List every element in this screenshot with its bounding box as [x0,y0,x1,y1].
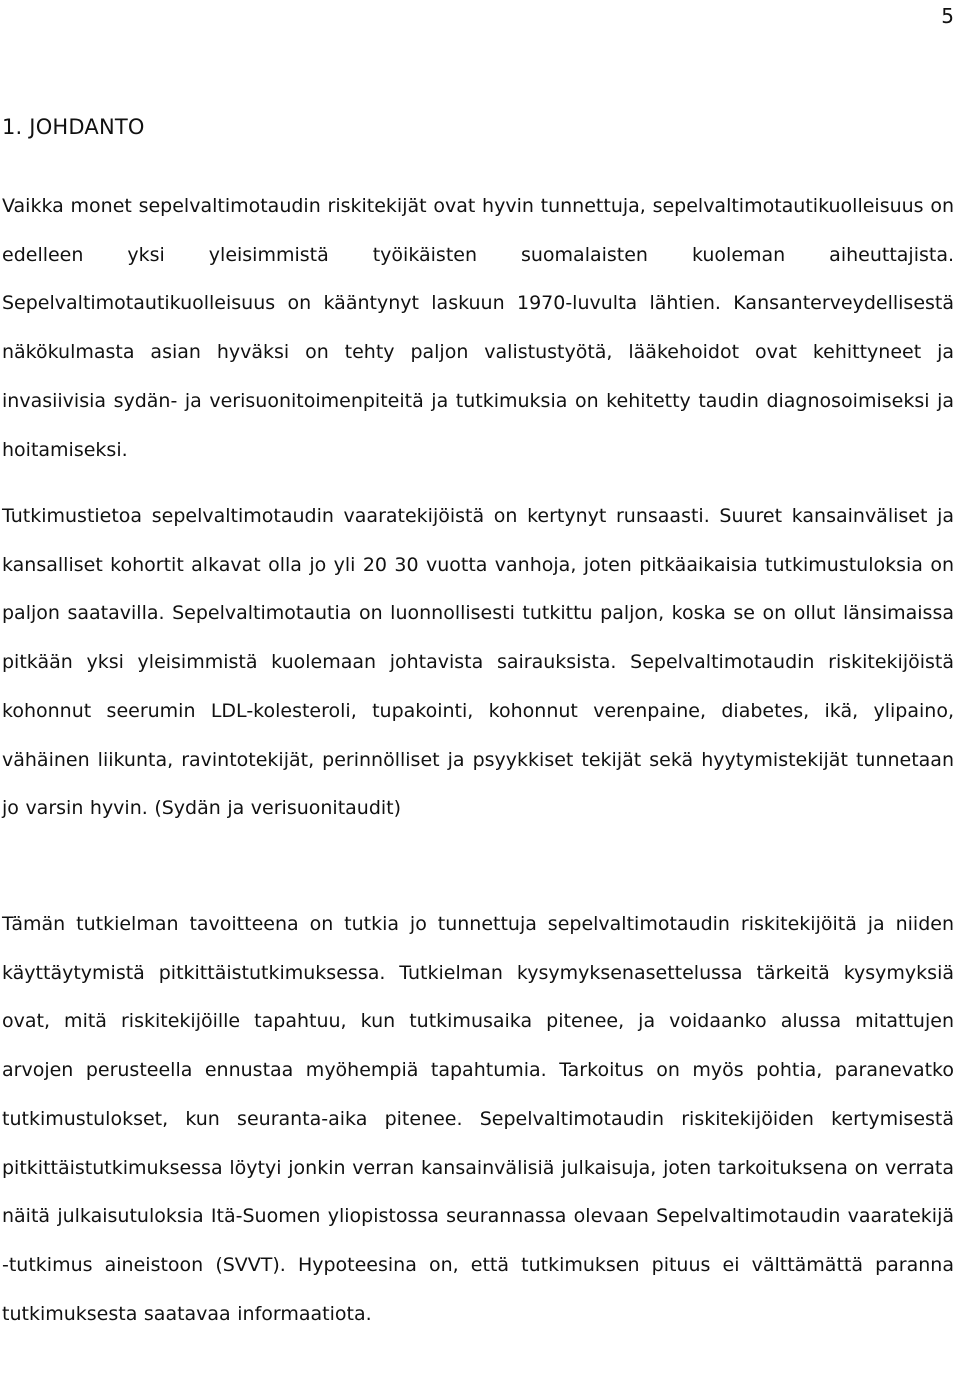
chapter-heading: 1. JOHDANTO [2,115,145,139]
paragraph-1: Vaikka monet sepelvaltimotaudin riskitekijät ovat hyvin tunnettuja, sepelvaltimotautikuolleisuus on edelleen yksi yleisimmistä työikäisten suomalaisten kuoleman aiheuttajista. Sepelvaltimotautikuolleisuus on kääntynyt laskuun 1970-luvulta lähtien. Kansanterveydellisestä näkökulmasta asian hyväksi on tehty paljon valistustyötä, lääkehoidot ovat kehittyneet ja invasiivisia sydän- ja verisuonitoimenpiteitä ja tutkimuksia on kehitetty taudin diagnosoimiseksi ja hoitamiseksi. [2,195,954,461]
paragraph-3: Tämän tutkielman tavoitteena on tutkia jo tunnettuja sepelvaltimotaudin riskitekijöitä ja niiden käyttäytymistä pitkittäistutkimuksessa. Tutkielman kysymyksenasettelussa tärkeitä kysymyksiä ovat, mitä riskitekijöille tapahtuu, kun tutkimusaika pitenee, ja voidaanko alussa mitattujen arvojen perusteella ennustaa myöhempiä tapahtumia. Tarkoitus on myös pohtia, paranevatko tutkimustulokset, kun seuranta-aika pitenee. Sepelvaltimotaudin riskitekijöiden kertymisestä pitkittäistutkimuksessa löytyi jonkin verran kansainvälisiä julkaisuja, joten tarkoituksena on verrata näitä julkaisutuloksia Itä-Suomen yliopistossa seurannassa olevaan Sepelvaltimotaudin vaaratekijä -tutkimus aineistoon (SVVT). Hypoteesina on, että tutkimuksen pituus ei välttämättä paranna tutkimuksesta saatavaa informaatiota. [2,913,954,1325]
page-number: 5 [941,4,954,28]
paragraph-2: Tutkimustietoa sepelvaltimotaudin vaaratekijöistä on kertynyt runsaasti. Suuret kansainväliset ja kansalliset kohortit alkavat olla jo yli 20 30 vuotta vanhoja, joten pitkäaikaisia tutkimustuloksia on paljon saatavilla. Sepelvaltimotautia on luonnollisesti tutkittu paljon, koska se on ollut länsimaissa pitkään yksi yleisimmistä kuolemaan johtavista sairauksista. Sepelvaltimotaudin riskitekijöistä kohonnut seerumin LDL-kolesteroli, tupakointi, kohonnut verenpaine, diabetes, ikä, ylipaino, vähäinen liikunta, ravintotekijät, perinnölliset ja psyykkiset tekijät sekä hyytymistekijät tunnetaan jo varsin hyvin. (Sydän ja verisuonitaudit) [2,505,954,820]
